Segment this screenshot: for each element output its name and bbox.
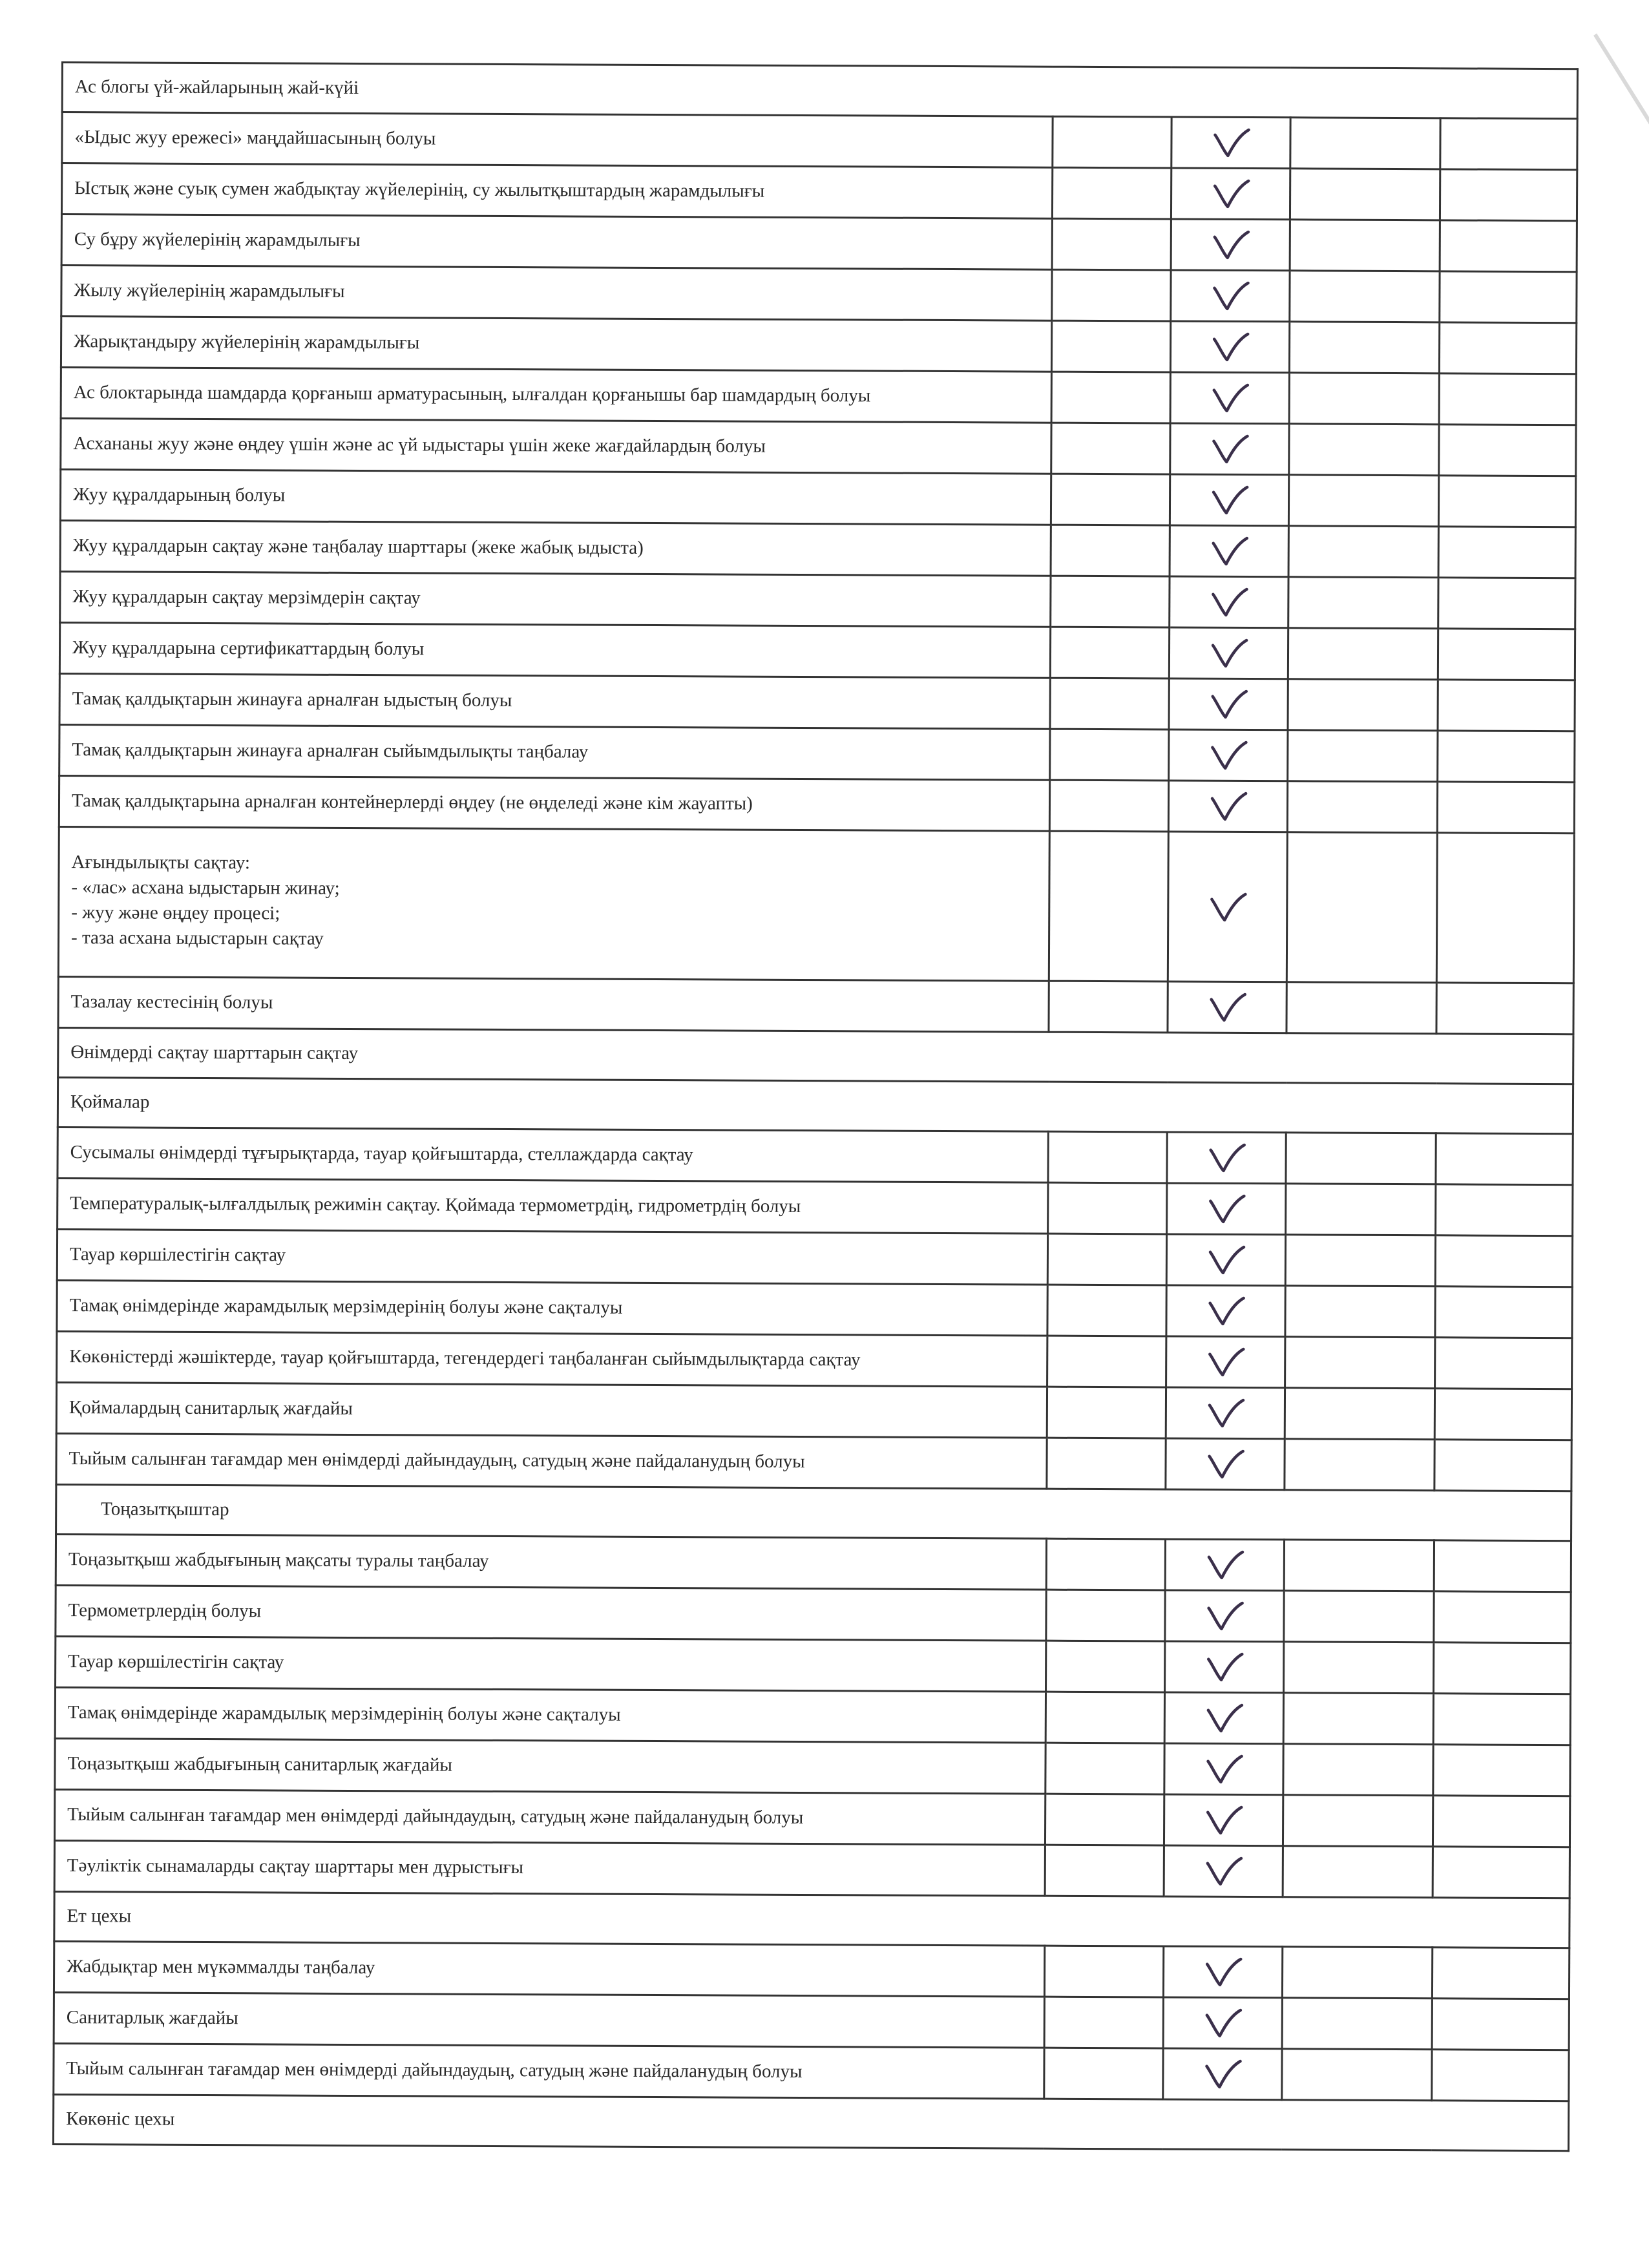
answer-cell-3 xyxy=(1288,577,1438,629)
section-title: Ет цехы xyxy=(67,1906,132,1927)
criterion-text: Жуу құралдарын сақтау және таңбалау шарттары (жеке жабық ыдыста) xyxy=(72,535,644,559)
answer-cell-2 xyxy=(1164,1743,1283,1795)
criterion-text: Сусымалы өнімдерді тұғырықтарда, тауар қойғыштарда, стеллаждарда сақтау xyxy=(70,1142,693,1166)
answer-cell-3 xyxy=(1290,169,1440,220)
answer-cell-3 xyxy=(1287,982,1436,1034)
answer-cell-1 xyxy=(1053,116,1171,168)
answer-cell-3 xyxy=(1288,475,1438,527)
answer-cell-4 xyxy=(1435,1286,1572,1338)
handwritten-check-icon xyxy=(1211,177,1251,211)
criterion-text: Ыстық және суық сумен жабдықтау жүйелерінің, су жылытқыштардың жарамдылығы xyxy=(74,178,765,202)
answer-cell-2 xyxy=(1169,730,1288,781)
answer-cell-1 xyxy=(1051,423,1170,474)
handwritten-check-icon xyxy=(1204,1599,1245,1633)
handwritten-check-icon xyxy=(1206,1192,1246,1226)
criterion-cell xyxy=(61,163,1052,219)
handwritten-check-icon xyxy=(1206,1294,1246,1328)
checklist-row xyxy=(58,1127,1573,1184)
checklist-row xyxy=(59,775,1574,833)
checklist-document xyxy=(52,61,1577,2152)
criterion-text: Жылу жүйелерінің жарамдылығы xyxy=(74,280,345,302)
answer-cell-1 xyxy=(1051,372,1170,423)
criterion-cell xyxy=(61,419,1051,474)
section-warehouses xyxy=(58,1077,1573,1133)
answer-cell-2 xyxy=(1165,1590,1284,1642)
answer-cell-2 xyxy=(1167,1132,1286,1184)
section-vegetable xyxy=(53,2094,1568,2150)
answer-cell-3 xyxy=(1284,1591,1434,1643)
handwritten-check-icon xyxy=(1204,1752,1244,1786)
section-row xyxy=(56,1484,1571,1540)
criterion-text: Тәуліктік сынамаларды сақтау шарттары мен дұрыстығы xyxy=(67,1855,524,1878)
answer-cell-1 xyxy=(1050,729,1169,781)
checklist-row xyxy=(60,470,1575,527)
answer-cell-1 xyxy=(1046,1538,1165,1590)
answer-cell-1 xyxy=(1051,320,1170,372)
checklist-row xyxy=(61,317,1576,374)
answer-cell-3 xyxy=(1288,730,1438,782)
answer-cell-2 xyxy=(1171,270,1290,322)
criterion-text: Тамақ өнімдерінде жарамдылық мерзімдерінің болуы және сақталуы xyxy=(67,1702,621,1726)
answer-cell-2 xyxy=(1171,168,1290,220)
checklist-row xyxy=(57,1280,1572,1338)
criterion-text: Су бұру жүйелерінің жарамдылығы xyxy=(74,229,361,251)
answer-cell-1 xyxy=(1050,627,1169,678)
criterion-text: Тамақ қалдықтарын жинауға арналған сыйымдылықты таңбалау xyxy=(72,739,589,762)
criterion-cell xyxy=(61,317,1051,372)
answer-cell-4 xyxy=(1440,220,1577,272)
answer-cell-3 xyxy=(1285,1337,1435,1389)
answer-cell-2 xyxy=(1163,1946,1282,1998)
answer-cell-1 xyxy=(1046,1590,1165,1641)
answer-cell-2 xyxy=(1170,423,1289,475)
answer-cell-1 xyxy=(1047,1234,1166,1285)
answer-cell-3 xyxy=(1290,220,1440,271)
answer-cell-3 xyxy=(1287,832,1437,983)
answer-cell-4 xyxy=(1436,1184,1573,1236)
handwritten-check-icon xyxy=(1209,585,1249,619)
checklist-row xyxy=(56,1433,1571,1491)
criterion-text: Жабдықтар мен мүкәммалды таңбалау xyxy=(67,1956,375,1979)
checklist-row xyxy=(60,571,1575,629)
checklist-table xyxy=(52,61,1579,2152)
answer-cell-3 xyxy=(1290,271,1440,322)
criterion-text: Тамақ өнімдерінде жарамдылық мерзімдерінің болуы және сақталуы xyxy=(69,1295,623,1319)
criterion-text: Жуу құралдарын сақтау мерзімдерін сақтау xyxy=(72,586,421,609)
checklist-row xyxy=(62,112,1577,170)
answer-cell-2 xyxy=(1167,1183,1286,1235)
handwritten-check-icon xyxy=(1207,991,1247,1024)
answer-cell-4 xyxy=(1438,527,1575,578)
criterion-text: Тоңазытқыш жабдығының санитарлық жағдайы xyxy=(67,1753,452,1776)
criterion-text: Жуу құралдарына сертификаттардың болуы xyxy=(72,637,425,660)
answer-cell-2 xyxy=(1166,1234,1285,1286)
answer-cell-4 xyxy=(1438,578,1575,629)
criterion-cell xyxy=(59,622,1050,678)
criterion-cell xyxy=(59,673,1050,729)
criterion-text: Тауар көршілестігін сақтау xyxy=(69,1244,286,1266)
criterion-text: Термометрлердің болуы xyxy=(68,1600,262,1622)
criterion-cell xyxy=(58,1127,1048,1182)
checklist-row xyxy=(61,419,1576,476)
handwritten-check-icon xyxy=(1208,790,1248,823)
answer-cell-1 xyxy=(1048,1182,1167,1234)
checklist-row xyxy=(56,1636,1571,1694)
answer-cell-2 xyxy=(1164,1794,1283,1846)
scan-edge-artifact xyxy=(1593,13,1649,233)
checklist-row xyxy=(61,266,1577,323)
answer-cell-1 xyxy=(1045,1743,1164,1794)
answer-cell-4 xyxy=(1440,118,1577,170)
answer-cell-2 xyxy=(1170,525,1288,577)
checklist-row xyxy=(54,1992,1569,2050)
answer-cell-3 xyxy=(1289,322,1439,373)
answer-cell-1 xyxy=(1045,1794,1164,1845)
checklist-row xyxy=(57,1229,1572,1286)
checklist-row xyxy=(59,622,1575,680)
criterion-cell xyxy=(54,1992,1044,2048)
criterion-cell xyxy=(62,112,1053,168)
criterion-cell xyxy=(56,1534,1046,1590)
answer-cell-2 xyxy=(1169,678,1288,730)
criterion-text: Тауар көршілестігін сақтау xyxy=(68,1651,284,1673)
answer-cell-1 xyxy=(1046,1641,1165,1692)
checklist-row xyxy=(55,1738,1570,1796)
criterion-text: Тазалау кестесінің болуы xyxy=(70,991,273,1013)
checklist-row xyxy=(58,826,1574,983)
answer-cell-2 xyxy=(1170,576,1288,628)
answer-cell-3 xyxy=(1282,1998,1432,2050)
checklist-row xyxy=(54,1840,1570,1898)
answer-cell-2 xyxy=(1170,474,1288,526)
criterion-text: Қоймалардың санитарлық жағдайы xyxy=(68,1397,353,1420)
criterion-text: Тамақ қалдықтарына арналған контейнерлерді өңдеу (не өңделеді және кім жауапты) xyxy=(71,790,753,815)
checklist-row xyxy=(54,1941,1569,1999)
handwritten-check-icon xyxy=(1209,534,1249,568)
answer-cell-4 xyxy=(1433,1745,1570,1796)
answer-cell-2 xyxy=(1166,1387,1285,1439)
checklist-row xyxy=(59,673,1575,731)
criterion-text: Тоңазытқыш жабдығының мақсаты туралы таңбалау xyxy=(68,1549,489,1572)
section-row xyxy=(58,1077,1573,1133)
checklist-row xyxy=(58,976,1573,1034)
section-row xyxy=(62,63,1577,119)
answer-cell-4 xyxy=(1436,833,1574,983)
answer-cell-3 xyxy=(1287,781,1437,833)
answer-cell-4 xyxy=(1433,1847,1570,1898)
answer-cell-1 xyxy=(1044,1946,1163,1997)
criterion-cell xyxy=(55,1738,1045,1794)
criterion-text: Тыйым салынған тағамдар мен өнімдерді дайындаудың, сатудың және пайдаланудың болуы xyxy=(67,1804,804,1829)
criterion-text: Ағындылықты сақтау: - «лас» асхана ыдыстарын жинау; - жуу және өңдеу процесі; - таза асхана ыдыстарын сақтау xyxy=(71,852,340,950)
answer-cell-3 xyxy=(1282,1947,1432,1999)
checklist-body xyxy=(53,63,1577,2151)
answer-cell-1 xyxy=(1048,1131,1167,1183)
answer-cell-2 xyxy=(1163,1997,1282,2049)
checklist-row xyxy=(54,1789,1570,1847)
criterion-cell xyxy=(59,775,1049,831)
checklist-row xyxy=(56,1534,1571,1591)
answer-cell-1 xyxy=(1051,474,1170,525)
answer-cell-1 xyxy=(1047,1285,1166,1336)
checklist-row xyxy=(61,163,1577,221)
answer-cell-2 xyxy=(1168,781,1287,832)
answer-cell-1 xyxy=(1044,1997,1163,2048)
answer-cell-1 xyxy=(1052,218,1171,270)
answer-cell-1 xyxy=(1049,780,1168,832)
answer-cell-3 xyxy=(1286,1184,1436,1235)
answer-cell-1 xyxy=(1051,576,1170,627)
answer-cell-3 xyxy=(1289,424,1439,476)
answer-cell-2 xyxy=(1171,117,1290,169)
criterion-cell xyxy=(60,470,1051,525)
checklist-row xyxy=(56,1382,1571,1440)
handwritten-check-icon xyxy=(1210,432,1250,466)
criterion-cell xyxy=(54,1941,1044,1997)
criterion-cell xyxy=(58,826,1049,981)
answer-cell-1 xyxy=(1045,1845,1164,1896)
answer-cell-4 xyxy=(1432,1999,1569,2050)
checklist-row xyxy=(54,2043,1569,2101)
section-row xyxy=(54,1891,1570,1948)
answer-cell-4 xyxy=(1432,1948,1569,1999)
section-title: Тоңазытқыштар xyxy=(101,1498,229,1520)
criterion-cell xyxy=(59,724,1050,780)
handwritten-check-icon xyxy=(1204,1548,1245,1582)
handwritten-check-icon xyxy=(1204,1650,1245,1684)
answer-cell-4 xyxy=(1438,680,1575,731)
handwritten-check-icon xyxy=(1208,739,1248,772)
answer-cell-4 xyxy=(1440,271,1577,323)
section-kitchen xyxy=(62,63,1577,119)
handwritten-check-icon xyxy=(1208,688,1248,721)
answer-cell-1 xyxy=(1049,981,1168,1033)
handwritten-check-icon xyxy=(1203,2057,1243,2091)
handwritten-check-icon xyxy=(1203,1854,1243,1888)
criterion-text: «Ыдыс жуу ережесі» маңдайшасының болуы xyxy=(74,127,436,149)
answer-cell-4 xyxy=(1434,1389,1571,1440)
checklist-row xyxy=(56,1585,1571,1643)
section-meat xyxy=(54,1891,1570,1948)
answer-cell-4 xyxy=(1432,2050,1569,2101)
answer-cell-3 xyxy=(1288,679,1438,731)
answer-cell-1 xyxy=(1050,678,1169,730)
answer-cell-3 xyxy=(1284,1540,1434,1591)
section-refrigerators xyxy=(56,1484,1571,1540)
criterion-cell xyxy=(56,1433,1047,1489)
answer-cell-2 xyxy=(1166,1438,1285,1490)
answer-cell-4 xyxy=(1438,629,1575,680)
handwritten-check-icon xyxy=(1204,1701,1244,1735)
criterion-cell xyxy=(54,1789,1045,1845)
answer-cell-3 xyxy=(1286,1133,1436,1184)
answer-cell-1 xyxy=(1044,2048,1163,2099)
handwritten-check-icon xyxy=(1206,1141,1246,1175)
answer-cell-1 xyxy=(1045,1692,1164,1743)
answer-cell-2 xyxy=(1171,219,1290,271)
checklist-row xyxy=(60,520,1575,578)
handwritten-check-icon xyxy=(1205,1447,1245,1481)
criterion-text: Температуралық-ылғалдылық режимін сақтау. Қоймада термометрдің, гидрометрдің болуы xyxy=(70,1193,801,1217)
answer-cell-2 xyxy=(1170,372,1289,424)
criterion-cell xyxy=(57,1280,1047,1336)
criterion-text: Санитарлық жағдайы xyxy=(66,2007,238,2029)
answer-cell-2 xyxy=(1165,1641,1284,1693)
answer-cell-3 xyxy=(1285,1439,1434,1491)
answer-cell-3 xyxy=(1282,2049,1432,2101)
answer-cell-4 xyxy=(1438,476,1575,527)
section-title: Өнімдерді сақтау шарттарын сақтау xyxy=(70,1042,359,1064)
criterion-cell xyxy=(58,976,1049,1032)
answer-cell-2 xyxy=(1165,1539,1284,1591)
answer-cell-3 xyxy=(1283,1693,1433,1745)
answer-cell-3 xyxy=(1285,1286,1435,1338)
handwritten-check-icon xyxy=(1210,279,1250,313)
criterion-cell xyxy=(58,1178,1048,1234)
answer-cell-1 xyxy=(1047,1336,1166,1387)
criterion-cell xyxy=(60,571,1051,627)
criterion-text: Ас блоктарында шамдарда қорғаныш арматурасының, ылғалдан қорғанышы бар шамдардың болуы xyxy=(73,382,871,406)
checklist-row xyxy=(61,215,1577,272)
handwritten-check-icon xyxy=(1203,1955,1243,1989)
section-title: Ас блогы үй-жайларының жай-күйі xyxy=(74,76,359,99)
answer-cell-1 xyxy=(1049,831,1168,982)
criterion-text: Тыйым салынған тағамдар мен өнімдерді дайындаудың, сатудың және пайдаланудың болуы xyxy=(68,1448,805,1473)
answer-cell-3 xyxy=(1283,1795,1433,1847)
answer-cell-2 xyxy=(1166,1336,1285,1388)
answer-cell-1 xyxy=(1052,167,1171,219)
criterion-cell xyxy=(57,1229,1047,1285)
answer-cell-2 xyxy=(1170,321,1289,373)
criterion-text: Тамақ қалдықтарын жинауға арналған ыдыстың болуы xyxy=(72,688,512,711)
checklist-row xyxy=(61,368,1576,425)
answer-cell-4 xyxy=(1435,1235,1572,1287)
criterion-text: Асхананы жуу және өңдеу үшін және ас үй ыдыстары үшін жеке жағдайлардың болуы xyxy=(73,433,766,457)
handwritten-check-icon xyxy=(1206,1345,1246,1379)
answer-cell-4 xyxy=(1434,1591,1571,1643)
handwritten-check-icon xyxy=(1205,1396,1245,1430)
section-row xyxy=(53,2094,1568,2150)
answer-cell-3 xyxy=(1288,526,1438,578)
criterion-cell xyxy=(61,368,1051,423)
answer-cell-1 xyxy=(1051,525,1170,576)
criterion-text: Тыйым салынған тағамдар мен өнімдерді дайындаудың, сатудың және пайдаланудың болуы xyxy=(66,2058,803,2083)
criterion-cell xyxy=(54,2043,1044,2099)
answer-cell-2 xyxy=(1166,1285,1285,1337)
criterion-cell xyxy=(55,1687,1045,1743)
answer-cell-3 xyxy=(1285,1388,1434,1440)
answer-cell-3 xyxy=(1288,628,1438,680)
answer-cell-4 xyxy=(1439,373,1576,425)
answer-cell-4 xyxy=(1439,322,1576,374)
criterion-text: Жарықтандыру жүйелерінің жарамдылығы xyxy=(74,331,420,353)
criterion-cell xyxy=(60,520,1051,576)
criterion-cell xyxy=(56,1636,1046,1692)
answer-cell-4 xyxy=(1435,1338,1572,1389)
handwritten-check-icon xyxy=(1206,1243,1246,1277)
answer-cell-1 xyxy=(1047,1438,1166,1489)
answer-cell-2 xyxy=(1164,1692,1283,1744)
criterion-text: Жуу құралдарының болуы xyxy=(73,484,286,506)
handwritten-check-icon xyxy=(1204,1803,1244,1837)
checklist-row xyxy=(59,724,1575,782)
answer-cell-3 xyxy=(1283,1846,1433,1898)
handwritten-check-icon xyxy=(1210,330,1250,364)
criterion-cell xyxy=(56,1382,1047,1438)
answer-cell-4 xyxy=(1434,1440,1571,1491)
answer-cell-4 xyxy=(1439,425,1576,476)
answer-cell-4 xyxy=(1440,169,1577,221)
checklist-row xyxy=(57,1331,1572,1389)
answer-cell-3 xyxy=(1283,1744,1433,1796)
answer-cell-4 xyxy=(1437,782,1574,834)
criterion-cell xyxy=(54,1840,1045,1896)
answer-cell-2 xyxy=(1168,982,1287,1033)
handwritten-check-icon xyxy=(1211,126,1251,160)
criterion-cell xyxy=(57,1331,1047,1387)
answer-cell-3 xyxy=(1284,1642,1434,1694)
answer-cell-4 xyxy=(1433,1694,1570,1745)
section-row xyxy=(58,1027,1573,1084)
criterion-cell xyxy=(56,1585,1046,1641)
criterion-text: Көкөністерді жәшіктерде, тауар қойғыштарда, тегендердегі таңбаланған сыйымдылықтарда сақтау xyxy=(69,1346,861,1370)
criterion-cell xyxy=(61,215,1052,270)
section-title: Көкөніс цехы xyxy=(66,2108,175,2130)
answer-cell-1 xyxy=(1052,269,1171,321)
answer-cell-4 xyxy=(1433,1643,1570,1694)
handwritten-check-icon xyxy=(1208,636,1248,670)
answer-cell-4 xyxy=(1433,1796,1570,1847)
section-storage-rules xyxy=(58,1027,1573,1084)
handwritten-check-icon xyxy=(1210,381,1250,415)
answer-cell-4 xyxy=(1434,1540,1571,1592)
section-title: Қоймалар xyxy=(70,1091,150,1113)
answer-cell-3 xyxy=(1290,118,1440,169)
answer-cell-3 xyxy=(1289,373,1439,425)
handwritten-check-icon xyxy=(1208,890,1248,923)
answer-cell-1 xyxy=(1047,1387,1166,1438)
handwritten-check-icon xyxy=(1203,2006,1243,2040)
answer-cell-2 xyxy=(1168,832,1287,982)
answer-cell-2 xyxy=(1164,1845,1283,1897)
criterion-cell xyxy=(61,266,1052,321)
handwritten-check-icon xyxy=(1210,228,1250,262)
answer-cell-2 xyxy=(1163,2048,1282,2100)
answer-cell-3 xyxy=(1285,1235,1435,1286)
checklist-row xyxy=(58,1178,1573,1235)
answer-cell-4 xyxy=(1436,1133,1573,1185)
answer-cell-2 xyxy=(1169,627,1288,679)
handwritten-check-icon xyxy=(1209,483,1249,517)
checklist-row xyxy=(55,1687,1570,1745)
answer-cell-4 xyxy=(1436,983,1573,1034)
answer-cell-4 xyxy=(1438,731,1575,782)
